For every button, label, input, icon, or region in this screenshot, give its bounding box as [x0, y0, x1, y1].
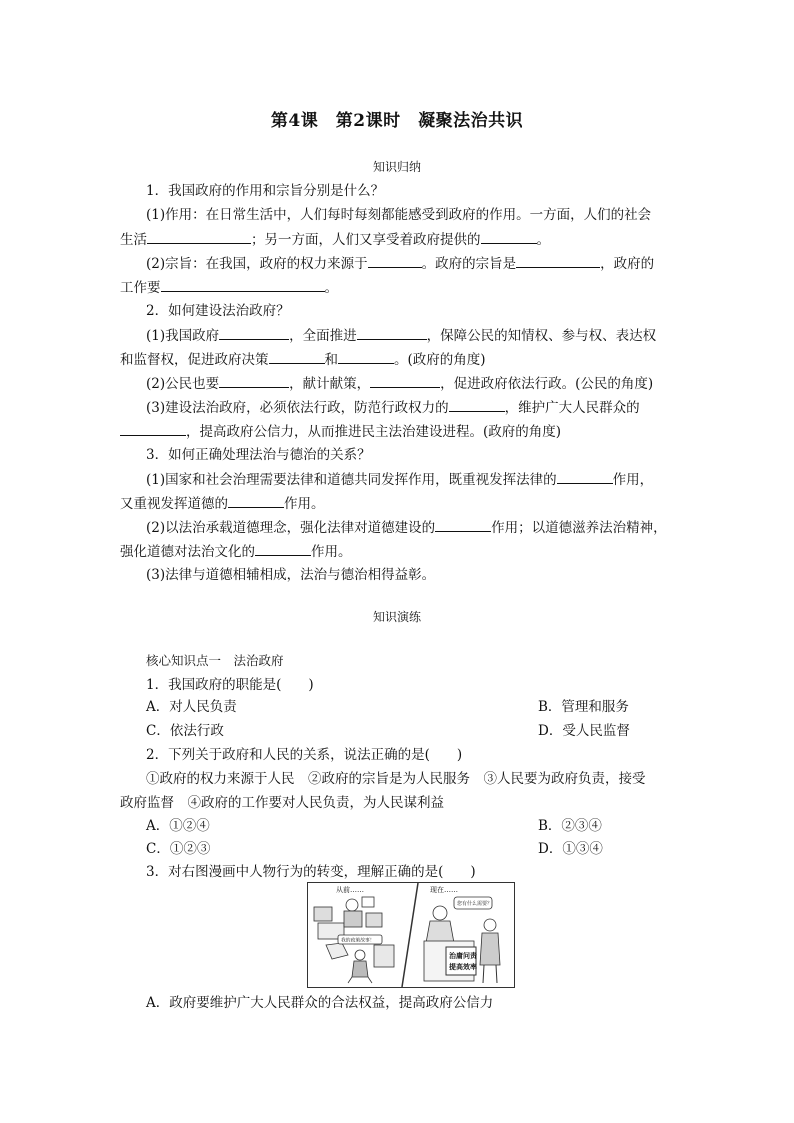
paper-stack-icon	[366, 913, 382, 927]
text: 作用，	[612, 472, 654, 488]
answer-1-2	[146, 254, 654, 273]
blank	[481, 230, 537, 244]
page-title: 第4课 第2课时 凝聚法治共识	[270, 111, 524, 131]
text: 又重视发挥道德的	[120, 496, 228, 512]
sign-line-1: 治庸问责	[449, 952, 477, 960]
practice-question-1: 1．我国政府的职能是( )	[146, 677, 314, 693]
question-3: 3．如何正确处理法治与德治的关系？	[146, 447, 371, 463]
p2-statements: ①政府的权力来源于人民 ②政府的宗旨是为人民服务 ③人民要为政府负责，接受	[146, 771, 646, 787]
text: ，促进政府依法行政。(公民的角度)	[440, 376, 654, 392]
text: 作用。	[311, 544, 352, 560]
visitor-body-icon	[480, 933, 500, 965]
panel-divider	[402, 883, 418, 987]
p2-option-c: C．①②③	[146, 841, 211, 857]
blank	[120, 422, 186, 436]
person-head-icon	[346, 899, 358, 911]
text: ，提高政府公信力，从而推进民主法治建设进程。(政府的角度)	[186, 424, 562, 440]
text: 。(政府的角度)	[394, 352, 486, 368]
text: ，全面推进	[289, 328, 357, 344]
comic-illustration	[307, 882, 515, 988]
text: 和监督权，促进政府决策	[120, 352, 269, 368]
visitor-legs-icon	[483, 965, 497, 983]
bubble-text-left: 我的政策故事！	[341, 938, 375, 944]
text: (2)宗旨：在我国，政府的权力来源于	[146, 256, 368, 272]
p2-option-d: D．①③④	[538, 841, 603, 857]
text: (1)我国政府	[146, 328, 220, 344]
text: 。政府的宗旨是	[421, 256, 517, 272]
p1-option-d: D．受人民监督	[538, 723, 630, 739]
blank	[435, 518, 491, 532]
citizen-head-icon	[355, 950, 365, 960]
answer-2-3	[146, 398, 640, 417]
text: 生活	[120, 232, 147, 248]
text: (3)建设法治政府，必须依法行政，防范行政权力的	[146, 400, 449, 416]
question-2: 2．如何建设法治政府？	[146, 303, 290, 319]
text: ，保障公民的知情权、参与权、表达权	[426, 328, 657, 344]
p2-statements-cont: 政府监督 ④政府的工作要对人民负责，为人民谋利益	[120, 795, 444, 811]
answer-2-2	[146, 374, 653, 393]
visitor-head-icon	[484, 919, 496, 931]
text: ，政府的	[600, 256, 655, 272]
knowledge-point-heading: 核心知识点一 法治政府	[146, 653, 284, 668]
blank	[161, 278, 325, 292]
blank	[228, 494, 284, 508]
p1-option-b: B．管理和服务	[538, 699, 629, 715]
citizen-body-icon	[352, 961, 368, 977]
blank	[357, 326, 427, 340]
official-head-icon	[433, 906, 447, 920]
text: (1)国家和社会治理需要法律和道德共同发挥作用，既重视发挥法律的	[146, 472, 557, 488]
answer-2-1	[146, 326, 656, 345]
text: 强化道德对法治文化的	[120, 544, 255, 560]
filing-box-icon	[314, 907, 332, 921]
person-body-icon	[344, 911, 362, 927]
monitor-icon	[362, 897, 374, 907]
blank	[449, 398, 505, 412]
section-heading-summary: 知识归纳	[372, 160, 421, 174]
blank	[557, 470, 613, 484]
answer-3-1	[146, 470, 653, 489]
blank	[368, 254, 422, 268]
answer-2-3-cont	[120, 422, 561, 441]
question-1: 1．我国政府的作用和宗旨分别是什么？	[146, 183, 385, 199]
answer-2-1-cont	[120, 350, 486, 369]
text: 工作要	[120, 280, 161, 296]
blank	[219, 326, 289, 340]
sign-line-2: 提高效率	[449, 963, 477, 971]
practice-question-3: 3．对右图漫画中人物行为的转变，理解正确的是( )	[146, 864, 476, 880]
text: 和	[324, 352, 338, 368]
citizen-legs-icon	[348, 977, 372, 983]
bubble-text-right: 您有什么需要？	[457, 901, 493, 907]
caption-left: 从前……	[336, 886, 364, 894]
p3-option-a: A．政府要维护广大人民群众的合法权益，提高政府公信力	[146, 995, 494, 1011]
text: 。	[536, 232, 550, 248]
text: (2)公民也要	[146, 376, 220, 392]
text: 作用；以道德滋养法治精神，	[491, 520, 667, 536]
p1-option-a: A．对人民负责	[146, 699, 237, 715]
answer-3-2	[146, 518, 667, 537]
text: (2)以法治承载道德理念，强化法律对道德建设的	[146, 520, 436, 536]
p2-option-b: B．②③④	[538, 818, 602, 834]
section-heading-practice: 知识演练	[372, 610, 421, 624]
blank	[147, 230, 251, 244]
text: ，维护广大人民群众的	[504, 400, 640, 416]
practice-question-2: 2．下列关于政府和人民的关系，说法正确的是( )	[146, 747, 463, 763]
answer-3-2-cont	[120, 542, 352, 561]
cabinet-icon	[374, 945, 394, 967]
text: 作用。	[284, 496, 325, 512]
answer-1-2-cont	[120, 278, 338, 297]
blank	[370, 374, 440, 388]
blank	[338, 350, 394, 364]
answer-3-3: (3)法律与道德相辅相成，法治与德治相得益彰。	[146, 567, 436, 583]
answer-3-1-cont	[120, 494, 325, 513]
p2-option-a: A．①②④	[146, 818, 210, 834]
blank	[255, 542, 311, 556]
blank	[269, 350, 325, 364]
caption-right: 现在……	[430, 886, 458, 894]
text: ；另一方面，人们又享受着政府提供的	[251, 232, 481, 248]
p1-option-c: C．依法行政	[146, 723, 224, 739]
chair-icon	[326, 943, 348, 959]
blank	[516, 254, 600, 268]
official-body-icon	[426, 921, 454, 943]
answer-1-1: (1)作用：在日常生活中，人们每时每刻都能感受到政府的作用。一方面，人们的社会	[146, 207, 652, 223]
answer-1-1-cont	[120, 230, 550, 249]
text: 。	[324, 280, 338, 296]
text: ，献计献策，	[289, 376, 371, 392]
blank	[219, 374, 289, 388]
comic-drawing	[308, 883, 514, 987]
